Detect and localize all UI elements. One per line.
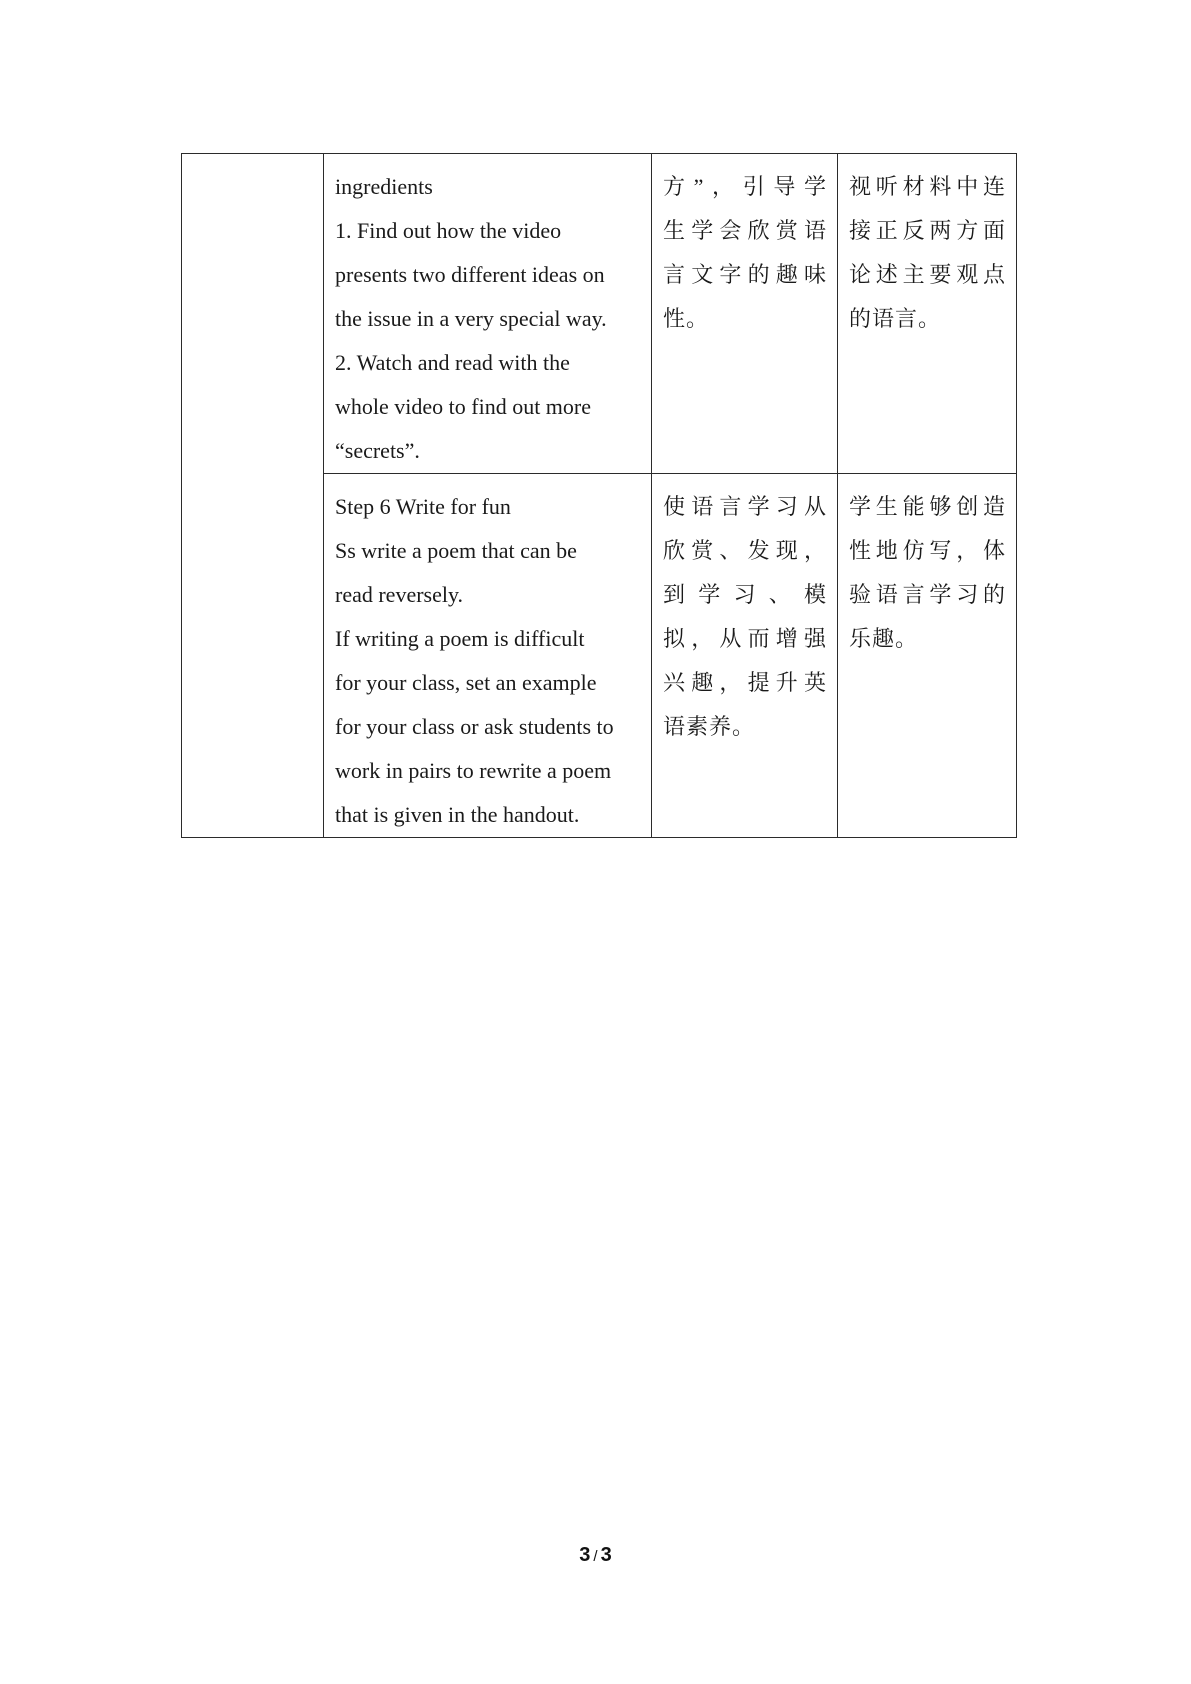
- effect-line: 学生能够创造: [849, 494, 1006, 519]
- activity-cell: [324, 154, 652, 474]
- table-row: [182, 154, 1017, 474]
- stage-cell: [182, 154, 324, 838]
- purpose-line: 生学会欣赏语: [663, 218, 827, 243]
- activity-line: Step 6 Write for fun: [335, 494, 511, 519]
- purpose-cell: [652, 154, 838, 474]
- activity-line: 2. Watch and read with the: [335, 350, 570, 375]
- effect-line: 验语言学习的: [849, 582, 1006, 607]
- activity-line: ingredients: [335, 174, 433, 199]
- lesson-plan-table: [181, 153, 1017, 838]
- activity-line: presents two different ideas on: [335, 262, 605, 287]
- activity-line: that is given in the handout.: [335, 802, 580, 827]
- purpose-line: 到学习、模: [663, 582, 827, 607]
- effect-line: 视听材料中连: [849, 174, 1006, 199]
- purpose-line: 兴趣，提升英: [663, 670, 827, 695]
- effect-cell: [838, 474, 1017, 838]
- effect-line: 接正反两方面: [849, 218, 1006, 243]
- activity-line: If writing a poem is difficult: [335, 626, 585, 651]
- page-total: 3: [600, 1544, 612, 1566]
- effect-cell: [838, 154, 1017, 474]
- activity-line: for your class or ask students to: [335, 714, 614, 739]
- activity-line: the issue in a very special way.: [335, 306, 607, 331]
- activity-line: work in pairs to rewrite a poem: [335, 758, 612, 783]
- purpose-line: 欣赏、发现，: [663, 538, 827, 563]
- activity-line: for your class, set an example: [335, 670, 597, 695]
- activity-line: 1. Find out how the video: [335, 218, 562, 243]
- purpose-line: 性。: [663, 306, 710, 331]
- effect-line: 乐趣。: [849, 626, 919, 651]
- purpose-line: 语素养。: [663, 714, 756, 739]
- page-current: 3: [579, 1544, 591, 1566]
- effect-line: 性地仿写，体: [849, 538, 1006, 563]
- effect-line: 的语言。: [849, 306, 942, 331]
- activity-line: whole video to find out more: [335, 394, 592, 419]
- activity-line: “secrets”.: [335, 438, 420, 463]
- purpose-line: 使语言学习从: [663, 494, 827, 519]
- effect-line: 论述主要观点: [849, 262, 1006, 287]
- activity-line: Ss write a poem that can be: [335, 538, 577, 563]
- page-separator: /: [593, 1548, 598, 1565]
- activity-cell: [324, 474, 652, 838]
- purpose-line: 拟，从而增强: [663, 626, 827, 651]
- purpose-cell: [652, 474, 838, 838]
- activity-line: read reversely.: [335, 582, 464, 607]
- purpose-line: 言文字的趣味: [663, 262, 827, 287]
- purpose-line: 方”，引导学: [663, 174, 827, 199]
- page-number: [0, 1544, 1191, 1567]
